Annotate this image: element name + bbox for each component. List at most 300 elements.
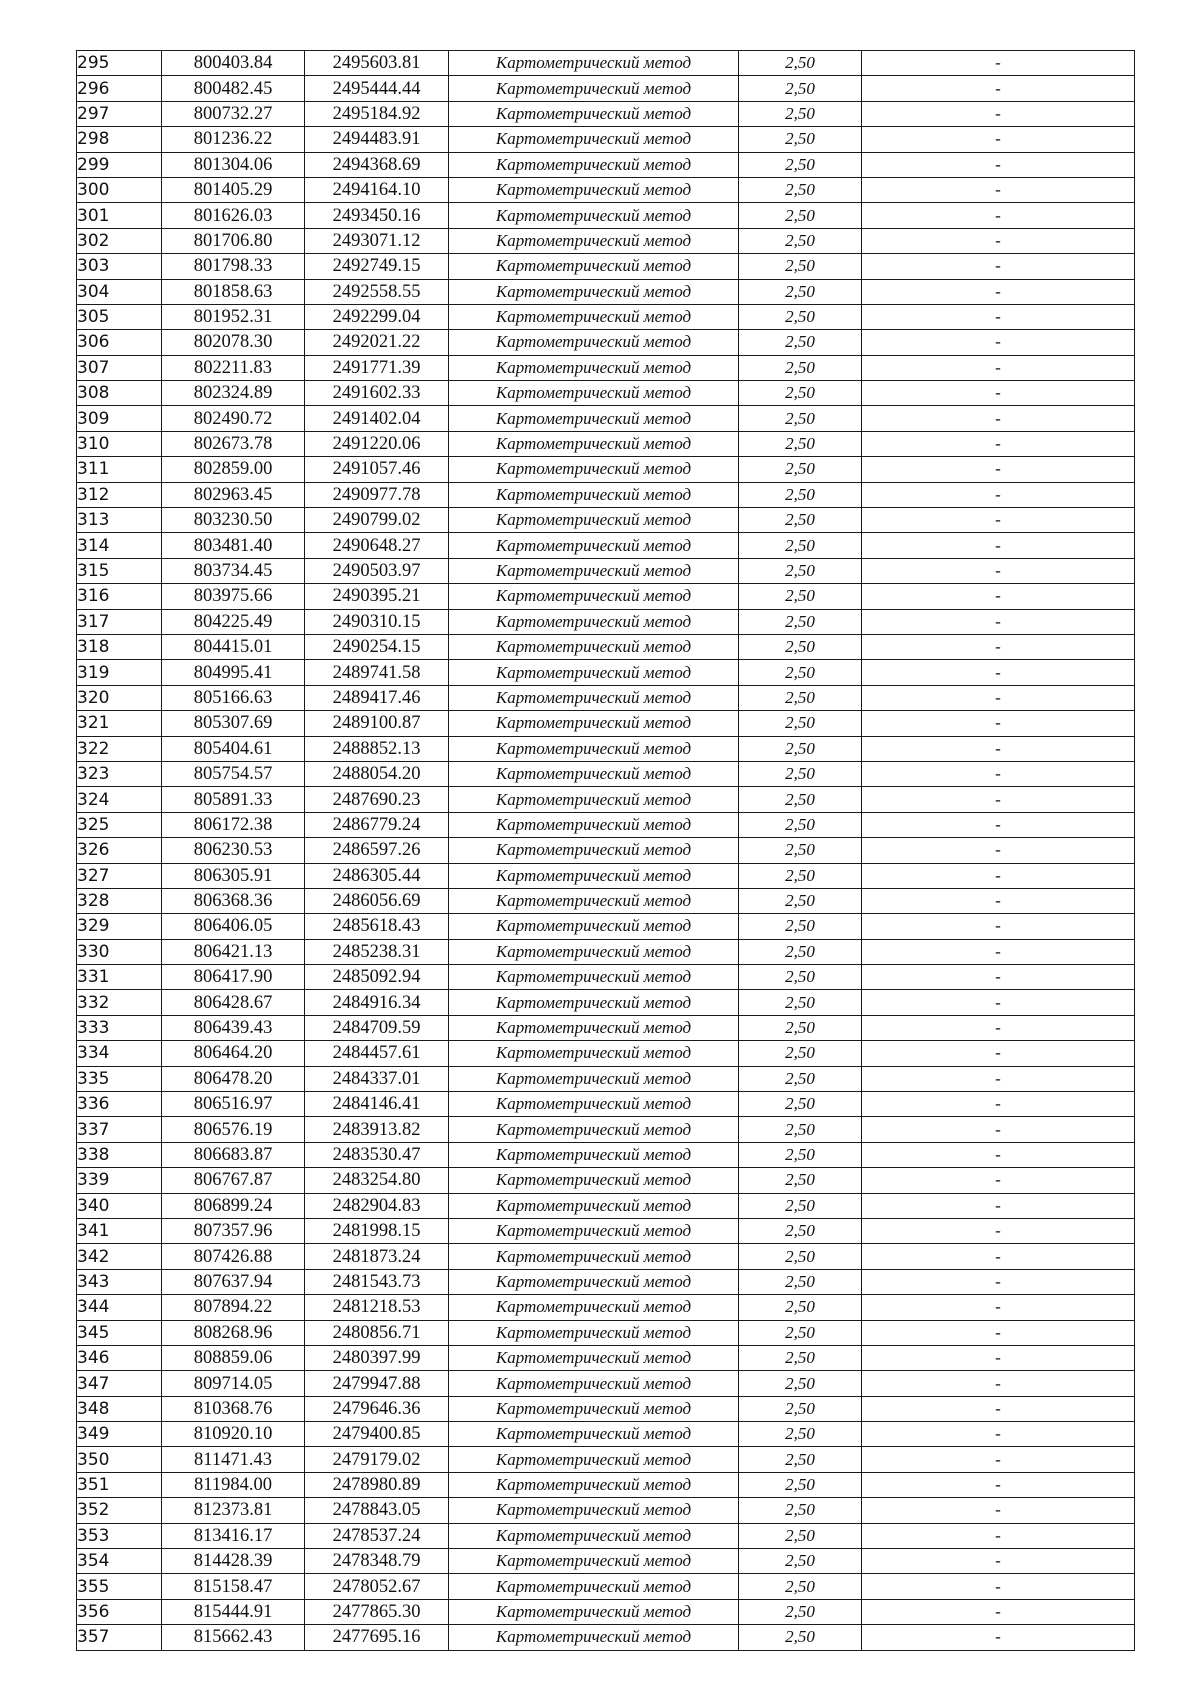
x-coordinate: 806767.87 — [162, 1168, 305, 1193]
note-cell: - — [862, 457, 1135, 482]
accuracy-value: 2,50 — [739, 431, 862, 456]
point-number: 332 — [77, 990, 162, 1015]
y-coordinate: 2492299.04 — [305, 304, 449, 329]
determination-method: Картометрический метод — [449, 533, 739, 558]
point-number: 326 — [77, 838, 162, 863]
determination-method: Картометрический метод — [449, 1523, 739, 1548]
x-coordinate: 805307.69 — [162, 711, 305, 736]
x-coordinate: 801405.29 — [162, 177, 305, 202]
point-number: 336 — [77, 1092, 162, 1117]
table-row — [77, 888, 1135, 913]
y-coordinate: 2480397.99 — [305, 1345, 449, 1370]
point-number: 356 — [77, 1599, 162, 1624]
determination-method: Картометрический метод — [449, 482, 739, 507]
accuracy-value: 2,50 — [739, 1523, 862, 1548]
x-coordinate: 800403.84 — [162, 51, 305, 76]
point-number: 325 — [77, 812, 162, 837]
y-coordinate: 2492021.22 — [305, 330, 449, 355]
note-cell: - — [862, 1371, 1135, 1396]
table-row — [77, 914, 1135, 939]
table-row — [77, 1142, 1135, 1167]
table-row — [77, 1447, 1135, 1472]
determination-method: Картометрический метод — [449, 1041, 739, 1066]
accuracy-value: 2,50 — [739, 381, 862, 406]
y-coordinate: 2491402.04 — [305, 406, 449, 431]
determination-method: Картометрический метод — [449, 228, 739, 253]
x-coordinate: 805754.57 — [162, 761, 305, 786]
accuracy-value: 2,50 — [739, 1066, 862, 1091]
y-coordinate: 2490310.15 — [305, 609, 449, 634]
point-number: 323 — [77, 761, 162, 786]
x-coordinate: 806428.67 — [162, 990, 305, 1015]
y-coordinate: 2493450.16 — [305, 203, 449, 228]
determination-method: Картометрический метод — [449, 736, 739, 761]
note-cell: - — [862, 152, 1135, 177]
accuracy-value: 2,50 — [739, 533, 862, 558]
note-cell: - — [862, 609, 1135, 634]
point-number: 301 — [77, 203, 162, 228]
determination-method: Картометрический метод — [449, 558, 739, 583]
x-coordinate: 803975.66 — [162, 584, 305, 609]
table-row — [77, 1320, 1135, 1345]
y-coordinate: 2486056.69 — [305, 888, 449, 913]
x-coordinate: 805891.33 — [162, 787, 305, 812]
note-cell: - — [862, 177, 1135, 202]
point-number: 314 — [77, 533, 162, 558]
y-coordinate: 2491602.33 — [305, 381, 449, 406]
y-coordinate: 2495603.81 — [305, 51, 449, 76]
accuracy-value: 2,50 — [739, 508, 862, 533]
y-coordinate: 2479947.88 — [305, 1371, 449, 1396]
y-coordinate: 2493071.12 — [305, 228, 449, 253]
table-row — [77, 1092, 1135, 1117]
accuracy-value: 2,50 — [739, 736, 862, 761]
table-row — [77, 279, 1135, 304]
x-coordinate: 815158.47 — [162, 1574, 305, 1599]
y-coordinate: 2479179.02 — [305, 1447, 449, 1472]
table-row — [77, 431, 1135, 456]
point-number: 352 — [77, 1498, 162, 1523]
accuracy-value: 2,50 — [739, 812, 862, 837]
accuracy-value: 2,50 — [739, 1472, 862, 1497]
note-cell: - — [862, 533, 1135, 558]
note-cell: - — [862, 330, 1135, 355]
table-row — [77, 1599, 1135, 1624]
determination-method: Картометрический метод — [449, 812, 739, 837]
point-number: 330 — [77, 939, 162, 964]
x-coordinate: 802963.45 — [162, 482, 305, 507]
determination-method: Картометрический метод — [449, 1574, 739, 1599]
point-number: 351 — [77, 1472, 162, 1497]
determination-method: Картометрический метод — [449, 939, 739, 964]
y-coordinate: 2479646.36 — [305, 1396, 449, 1421]
x-coordinate: 805404.61 — [162, 736, 305, 761]
note-cell: - — [862, 203, 1135, 228]
x-coordinate: 806172.38 — [162, 812, 305, 837]
table-row — [77, 965, 1135, 990]
y-coordinate: 2490503.97 — [305, 558, 449, 583]
note-cell: - — [862, 1574, 1135, 1599]
accuracy-value: 2,50 — [739, 1295, 862, 1320]
point-number: 305 — [77, 304, 162, 329]
point-number: 315 — [77, 558, 162, 583]
accuracy-value: 2,50 — [739, 1549, 862, 1574]
y-coordinate: 2481218.53 — [305, 1295, 449, 1320]
x-coordinate: 807894.22 — [162, 1295, 305, 1320]
table-row — [77, 101, 1135, 126]
note-cell: - — [862, 1549, 1135, 1574]
note-cell: - — [862, 279, 1135, 304]
x-coordinate: 802078.30 — [162, 330, 305, 355]
x-coordinate: 806464.20 — [162, 1041, 305, 1066]
note-cell: - — [862, 1117, 1135, 1142]
determination-method: Картометрический метод — [449, 1066, 739, 1091]
accuracy-value: 2,50 — [739, 330, 862, 355]
accuracy-value: 2,50 — [739, 1599, 862, 1624]
point-number: 344 — [77, 1295, 162, 1320]
accuracy-value: 2,50 — [739, 761, 862, 786]
y-coordinate: 2484916.34 — [305, 990, 449, 1015]
accuracy-value: 2,50 — [739, 939, 862, 964]
accuracy-value: 2,50 — [739, 406, 862, 431]
note-cell: - — [862, 888, 1135, 913]
table-row — [77, 254, 1135, 279]
table-row — [77, 127, 1135, 152]
x-coordinate: 814428.39 — [162, 1549, 305, 1574]
y-coordinate: 2494483.91 — [305, 127, 449, 152]
x-coordinate: 806417.90 — [162, 965, 305, 990]
table-row — [77, 482, 1135, 507]
point-number: 327 — [77, 863, 162, 888]
point-number: 345 — [77, 1320, 162, 1345]
point-number: 298 — [77, 127, 162, 152]
determination-method: Картометрический метод — [449, 1269, 739, 1294]
note-cell: - — [862, 584, 1135, 609]
point-number: 299 — [77, 152, 162, 177]
table-row — [77, 1269, 1135, 1294]
y-coordinate: 2486779.24 — [305, 812, 449, 837]
table-row — [77, 812, 1135, 837]
determination-method: Картометрический метод — [449, 101, 739, 126]
accuracy-value: 2,50 — [739, 558, 862, 583]
table-row — [77, 685, 1135, 710]
point-number: 304 — [77, 279, 162, 304]
accuracy-value: 2,50 — [739, 1422, 862, 1447]
table-row — [77, 660, 1135, 685]
table-row — [77, 736, 1135, 761]
note-cell: - — [862, 711, 1135, 736]
determination-method: Картометрический метод — [449, 1142, 739, 1167]
determination-method: Картометрический метод — [449, 1295, 739, 1320]
determination-method: Картометрический метод — [449, 888, 739, 913]
accuracy-value: 2,50 — [739, 888, 862, 913]
determination-method: Картометрический метод — [449, 177, 739, 202]
accuracy-value: 2,50 — [739, 279, 862, 304]
note-cell: - — [862, 1295, 1135, 1320]
x-coordinate: 815444.91 — [162, 1599, 305, 1624]
determination-method: Картометрический метод — [449, 1092, 739, 1117]
note-cell: - — [862, 51, 1135, 76]
note-cell: - — [862, 1472, 1135, 1497]
determination-method: Картометрический метод — [449, 254, 739, 279]
point-number: 311 — [77, 457, 162, 482]
y-coordinate: 2481998.15 — [305, 1218, 449, 1243]
point-number: 349 — [77, 1422, 162, 1447]
table-row — [77, 1345, 1135, 1370]
x-coordinate: 804995.41 — [162, 660, 305, 685]
determination-method: Картометрический метод — [449, 1447, 739, 1472]
y-coordinate: 2483913.82 — [305, 1117, 449, 1142]
determination-method: Картометрический метод — [449, 660, 739, 685]
y-coordinate: 2480856.71 — [305, 1320, 449, 1345]
y-coordinate: 2485092.94 — [305, 965, 449, 990]
x-coordinate: 803481.40 — [162, 533, 305, 558]
point-number: 324 — [77, 787, 162, 812]
accuracy-value: 2,50 — [739, 914, 862, 939]
table-row — [77, 406, 1135, 431]
note-cell: - — [862, 1244, 1135, 1269]
table-row — [77, 533, 1135, 558]
point-number: 309 — [77, 406, 162, 431]
point-number: 313 — [77, 508, 162, 533]
determination-method: Картометрический метод — [449, 355, 739, 380]
accuracy-value: 2,50 — [739, 1371, 862, 1396]
y-coordinate: 2482904.83 — [305, 1193, 449, 1218]
table-row — [77, 838, 1135, 863]
point-number: 296 — [77, 76, 162, 101]
accuracy-value: 2,50 — [739, 177, 862, 202]
point-number: 322 — [77, 736, 162, 761]
x-coordinate: 804225.49 — [162, 609, 305, 634]
table-row — [77, 304, 1135, 329]
accuracy-value: 2,50 — [739, 1320, 862, 1345]
determination-method: Картометрический метод — [449, 457, 739, 482]
note-cell: - — [862, 965, 1135, 990]
point-number: 297 — [77, 101, 162, 126]
accuracy-value: 2,50 — [739, 1117, 862, 1142]
note-cell: - — [862, 1142, 1135, 1167]
accuracy-value: 2,50 — [739, 1244, 862, 1269]
point-number: 316 — [77, 584, 162, 609]
x-coordinate: 802673.78 — [162, 431, 305, 456]
x-coordinate: 806899.24 — [162, 1193, 305, 1218]
y-coordinate: 2491771.39 — [305, 355, 449, 380]
accuracy-value: 2,50 — [739, 838, 862, 863]
point-number: 320 — [77, 685, 162, 710]
x-coordinate: 815662.43 — [162, 1625, 305, 1650]
note-cell: - — [862, 990, 1135, 1015]
table-row — [77, 228, 1135, 253]
determination-method: Картометрический метод — [449, 685, 739, 710]
x-coordinate: 806516.97 — [162, 1092, 305, 1117]
note-cell: - — [862, 355, 1135, 380]
y-coordinate: 2495444.44 — [305, 76, 449, 101]
accuracy-value: 2,50 — [739, 1625, 862, 1650]
y-coordinate: 2486597.26 — [305, 838, 449, 863]
point-number: 333 — [77, 1015, 162, 1040]
accuracy-value: 2,50 — [739, 228, 862, 253]
point-number: 300 — [77, 177, 162, 202]
point-number: 295 — [77, 51, 162, 76]
point-number: 346 — [77, 1345, 162, 1370]
accuracy-value: 2,50 — [739, 1041, 862, 1066]
note-cell: - — [862, 660, 1135, 685]
x-coordinate: 807357.96 — [162, 1218, 305, 1243]
table-row — [77, 177, 1135, 202]
x-coordinate: 809714.05 — [162, 1371, 305, 1396]
accuracy-value: 2,50 — [739, 1218, 862, 1243]
x-coordinate: 810368.76 — [162, 1396, 305, 1421]
x-coordinate: 802490.72 — [162, 406, 305, 431]
accuracy-value: 2,50 — [739, 101, 862, 126]
y-coordinate: 2481543.73 — [305, 1269, 449, 1294]
table-row — [77, 330, 1135, 355]
point-number: 303 — [77, 254, 162, 279]
determination-method: Картометрический метод — [449, 1193, 739, 1218]
x-coordinate: 806230.53 — [162, 838, 305, 863]
note-cell: - — [862, 838, 1135, 863]
point-number: 354 — [77, 1549, 162, 1574]
determination-method: Картометрический метод — [449, 279, 739, 304]
table-row — [77, 1574, 1135, 1599]
table-row — [77, 355, 1135, 380]
table-row — [77, 1472, 1135, 1497]
x-coordinate: 805166.63 — [162, 685, 305, 710]
note-cell: - — [862, 431, 1135, 456]
x-coordinate: 801304.06 — [162, 152, 305, 177]
x-coordinate: 806576.19 — [162, 1117, 305, 1142]
table-row — [77, 1117, 1135, 1142]
determination-method: Картометрический метод — [449, 203, 739, 228]
accuracy-value: 2,50 — [739, 203, 862, 228]
accuracy-value: 2,50 — [739, 711, 862, 736]
accuracy-value: 2,50 — [739, 1498, 862, 1523]
x-coordinate: 813416.17 — [162, 1523, 305, 1548]
y-coordinate: 2488852.13 — [305, 736, 449, 761]
point-number: 306 — [77, 330, 162, 355]
determination-method: Картометрический метод — [449, 1117, 739, 1142]
determination-method: Картометрический метод — [449, 1396, 739, 1421]
determination-method: Картометрический метод — [449, 1498, 739, 1523]
accuracy-value: 2,50 — [739, 1269, 862, 1294]
determination-method: Картометрический метод — [449, 914, 739, 939]
determination-method: Картометрический метод — [449, 1472, 739, 1497]
note-cell: - — [862, 939, 1135, 964]
determination-method: Картометрический метод — [449, 508, 739, 533]
note-cell: - — [862, 1193, 1135, 1218]
table-row — [77, 1498, 1135, 1523]
table-row — [77, 1066, 1135, 1091]
point-number: 329 — [77, 914, 162, 939]
table-row — [77, 711, 1135, 736]
point-number: 341 — [77, 1218, 162, 1243]
accuracy-value: 2,50 — [739, 1168, 862, 1193]
determination-method: Картометрический метод — [449, 1320, 739, 1345]
x-coordinate: 801798.33 — [162, 254, 305, 279]
note-cell: - — [862, 812, 1135, 837]
y-coordinate: 2487690.23 — [305, 787, 449, 812]
note-cell: - — [862, 1041, 1135, 1066]
y-coordinate: 2489741.58 — [305, 660, 449, 685]
note-cell: - — [862, 381, 1135, 406]
y-coordinate: 2490648.27 — [305, 533, 449, 558]
accuracy-value: 2,50 — [739, 355, 862, 380]
determination-method: Картометрический метод — [449, 761, 739, 786]
note-cell: - — [862, 1447, 1135, 1472]
y-coordinate: 2490395.21 — [305, 584, 449, 609]
note-cell: - — [862, 685, 1135, 710]
x-coordinate: 806683.87 — [162, 1142, 305, 1167]
point-number: 310 — [77, 431, 162, 456]
y-coordinate: 2492749.15 — [305, 254, 449, 279]
y-coordinate: 2484457.61 — [305, 1041, 449, 1066]
note-cell: - — [862, 304, 1135, 329]
x-coordinate: 807637.94 — [162, 1269, 305, 1294]
coordinates-table — [76, 50, 1135, 1651]
x-coordinate: 806368.36 — [162, 888, 305, 913]
point-number: 308 — [77, 381, 162, 406]
accuracy-value: 2,50 — [739, 51, 862, 76]
x-coordinate: 812373.81 — [162, 1498, 305, 1523]
y-coordinate: 2490977.78 — [305, 482, 449, 507]
x-coordinate: 802859.00 — [162, 457, 305, 482]
y-coordinate: 2494368.69 — [305, 152, 449, 177]
note-cell: - — [862, 1345, 1135, 1370]
point-number: 318 — [77, 634, 162, 659]
x-coordinate: 801858.63 — [162, 279, 305, 304]
note-cell: - — [862, 914, 1135, 939]
determination-method: Картометрический метод — [449, 152, 739, 177]
determination-method: Картометрический метод — [449, 1371, 739, 1396]
table-row — [77, 761, 1135, 786]
note-cell: - — [862, 1396, 1135, 1421]
y-coordinate: 2489100.87 — [305, 711, 449, 736]
x-coordinate: 800482.45 — [162, 76, 305, 101]
accuracy-value: 2,50 — [739, 634, 862, 659]
accuracy-value: 2,50 — [739, 76, 862, 101]
accuracy-value: 2,50 — [739, 152, 862, 177]
accuracy-value: 2,50 — [739, 127, 862, 152]
determination-method: Картометрический метод — [449, 634, 739, 659]
x-coordinate: 808268.96 — [162, 1320, 305, 1345]
point-number: 331 — [77, 965, 162, 990]
y-coordinate: 2481873.24 — [305, 1244, 449, 1269]
note-cell: - — [862, 1015, 1135, 1040]
accuracy-value: 2,50 — [739, 584, 862, 609]
point-number: 350 — [77, 1447, 162, 1472]
determination-method: Картометрический метод — [449, 1244, 739, 1269]
table-row — [77, 1193, 1135, 1218]
accuracy-value: 2,50 — [739, 1015, 862, 1040]
determination-method: Картометрический метод — [449, 381, 739, 406]
y-coordinate: 2478348.79 — [305, 1549, 449, 1574]
note-cell: - — [862, 787, 1135, 812]
note-cell: - — [862, 101, 1135, 126]
accuracy-value: 2,50 — [739, 609, 862, 634]
note-cell: - — [862, 228, 1135, 253]
accuracy-value: 2,50 — [739, 254, 862, 279]
note-cell: - — [862, 127, 1135, 152]
note-cell: - — [862, 76, 1135, 101]
accuracy-value: 2,50 — [739, 685, 862, 710]
table-row — [77, 787, 1135, 812]
y-coordinate: 2485238.31 — [305, 939, 449, 964]
note-cell: - — [862, 558, 1135, 583]
point-number: 328 — [77, 888, 162, 913]
table-row — [77, 1549, 1135, 1574]
y-coordinate: 2486305.44 — [305, 863, 449, 888]
determination-method: Картометрический метод — [449, 51, 739, 76]
